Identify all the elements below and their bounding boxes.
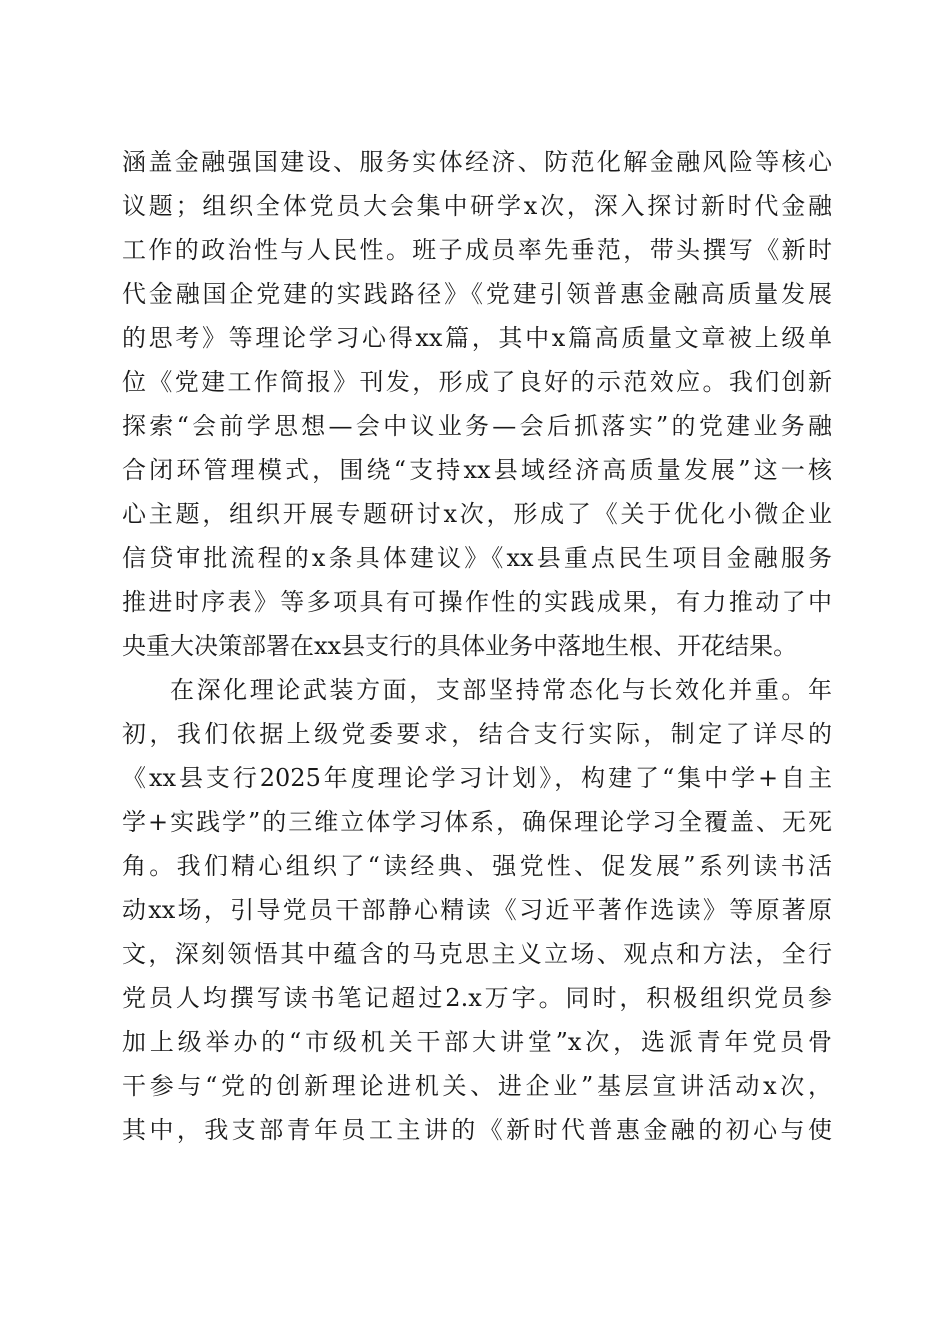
text-line: 央重大决策部署在xx县支行的具体业务中落地生根、开花结果。 xyxy=(122,632,798,660)
text-line: 议题；组织全体党员大会集中研学x次，深入探讨新时代金融 xyxy=(122,192,832,220)
text-line: 推进时序表》等多项具有可操作性的实践成果，有力推动了中 xyxy=(122,588,832,616)
text-line: 合闭环管理模式，围绕“支持xx县域经济高质量发展”这一核 xyxy=(122,456,832,484)
text-line: 学+实践学”的三维立体学习体系，确保理论学习全覆盖、无死 xyxy=(122,808,832,836)
text-line: 初，我们依据上级党委要求，结合支行实际，制定了详尽的 xyxy=(122,720,832,748)
text-line: 动xx场，引导党员干部静心精读《习近平著作选读》等原著原 xyxy=(122,896,832,924)
text-line: 文，深刻领悟其中蕴含的马克思主义立场、观点和方法，全行 xyxy=(122,940,832,968)
text-line: 干参与“党的创新理论进机关、进企业”基层宣讲活动x次， xyxy=(122,1072,832,1100)
body-text xyxy=(122,140,832,1152)
text-line: 心主题，组织开展专题研讨x次，形成了《关于优化小微企业 xyxy=(122,500,832,528)
text-line: 代金融国企党建的实践路径》《党建引领普惠金融高质量发展 xyxy=(122,280,832,308)
text-line: 加上级举办的“市级机关干部大讲堂”x次，选派青年党员骨 xyxy=(122,1028,832,1056)
text-line: 其中，我支部青年员工主讲的《新时代普惠金融的初心与使 xyxy=(122,1116,832,1144)
text-line: 涵盖金融强国建设、服务实体经济、防范化解金融风险等核心 xyxy=(122,148,832,176)
text-line: 信贷审批流程的x条具体建议》《xx县重点民生项目金融服务 xyxy=(122,544,832,572)
text-line: 《xx县支行2025年度理论学习计划》，构建了“集中学+自主 xyxy=(122,764,832,792)
paragraph-start-line: 在深化理论武装方面，支部坚持常态化与长效化并重。年 xyxy=(170,676,832,704)
text-line: 探索“会前学思想—会中议业务—会后抓落实”的党建业务融 xyxy=(122,412,832,440)
text-line: 党员人均撰写读书笔记超过2.x万字。同时，积极组织党员参 xyxy=(122,984,832,1012)
text-line: 工作的政治性与人民性。班子成员率先垂范，带头撰写《新时 xyxy=(122,236,832,264)
text-line: 的思考》等理论学习心得xx篇，其中x篇高质量文章被上级单 xyxy=(122,324,832,352)
text-line: 角。我们精心组织了“读经典、强党性、促发展”系列读书活 xyxy=(122,852,832,880)
text-line: 位《党建工作简报》刊发，形成了良好的示范效应。我们创新 xyxy=(122,368,832,396)
